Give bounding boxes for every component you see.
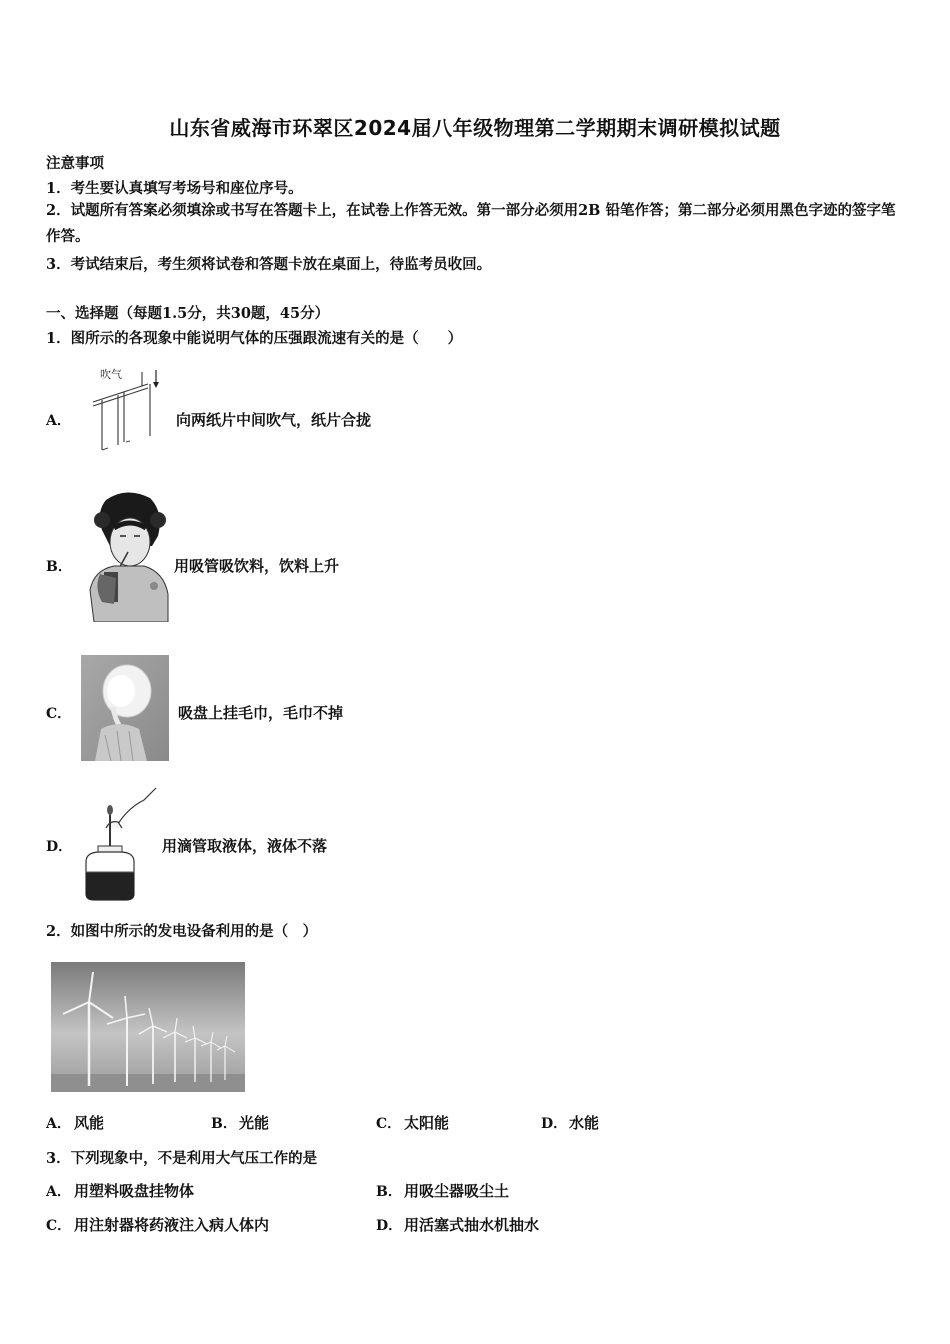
q2-option-a-text: 风能 xyxy=(74,1114,105,1132)
q2-option-d-letter: D． xyxy=(541,1116,568,1132)
q3-option-d-text: 用活塞式抽水机抽水 xyxy=(404,1216,540,1234)
q3-option-a-letter: A． xyxy=(46,1184,71,1200)
q3-option-c-text: 用注射器将药液注入病人体内 xyxy=(74,1216,270,1234)
q1-option-c-text: 吸盘上挂毛巾，毛巾不掉 xyxy=(178,704,344,722)
q1-option-a-text: 向两纸片中间吹气，纸片合拢 xyxy=(176,411,372,429)
page-title: 山东省威海市环翠区2024届八年级物理第二学期期末调研模拟试题 xyxy=(169,116,781,140)
q3-option-b-letter: B． xyxy=(376,1184,402,1200)
q3-option-c-letter: C． xyxy=(46,1218,72,1234)
q1-option-a-letter: A． xyxy=(46,413,71,429)
notice-heading: 注意事项 xyxy=(46,155,104,172)
q3-option-d-letter: D． xyxy=(376,1218,403,1234)
question-1-stem: 1．图所示的各现象中能说明气体的压强跟流速有关的是（ ） xyxy=(46,330,463,347)
notice-item-2: 2．试题所有答案必须填涂或书写在答题卡上，在试卷上作答无效。第一部分必须用2B 铅笔作答；第二部分必须用黑色字迹的签字笔作答。 xyxy=(46,202,896,245)
suction-cup-icon xyxy=(81,655,169,761)
notice-item-1: 1．考生要认真填写考场号和座位序号。 xyxy=(46,180,303,197)
question-2-stem: 2．如图中所示的发电设备利用的是（ ） xyxy=(46,923,318,940)
paper-sheets-icon xyxy=(90,362,170,454)
q2-option-a-letter: A． xyxy=(46,1116,71,1132)
q1-option-b-letter: B． xyxy=(46,559,72,575)
dropper-bottle-icon xyxy=(78,786,158,902)
blow-label: 吹气 xyxy=(100,368,122,381)
q2-option-c-letter: C． xyxy=(376,1116,402,1132)
q1-option-c-letter: C． xyxy=(46,706,72,722)
q1-option-b-text: 用吸管吸饮料，饮料上升 xyxy=(174,557,340,575)
q1-option-d-text: 用滴管取液体，液体不落 xyxy=(162,837,328,855)
q2-option-b-letter: B． xyxy=(211,1116,237,1132)
girl-straw-icon xyxy=(84,490,170,622)
question-3-stem: 3．下列现象中，不是利用大气压工作的是 xyxy=(46,1150,318,1167)
q3-option-b-text: 用吸尘器吸尘土 xyxy=(404,1182,510,1200)
q2-option-b-text: 光能 xyxy=(239,1114,270,1132)
section-heading: 一、选择题（每题1.5分，共30题，45分） xyxy=(46,305,330,322)
wind-turbines-icon xyxy=(51,962,245,1092)
q3-option-a-text: 用塑料吸盘挂物体 xyxy=(74,1182,195,1200)
q1-option-d-letter: D． xyxy=(46,839,73,855)
q2-option-d-text: 水能 xyxy=(569,1114,600,1132)
notice-item-3: 3．考试结束后，考生须将试卷和答题卡放在桌面上，待监考员收回。 xyxy=(46,256,492,273)
q2-option-c-text: 太阳能 xyxy=(404,1114,450,1132)
